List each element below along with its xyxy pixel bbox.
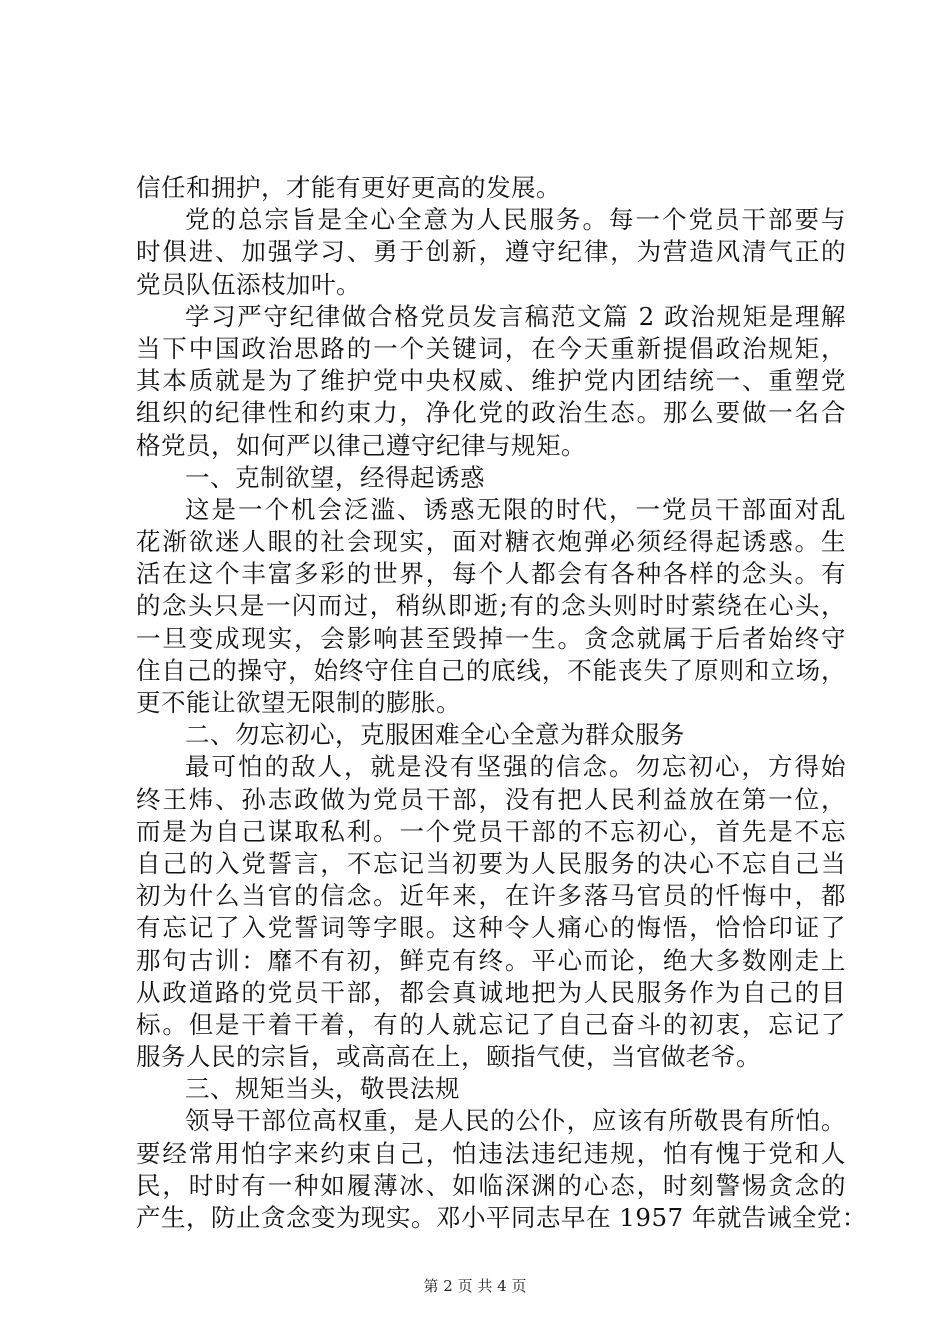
text-line: 党的总宗旨是全心全意为人民服务。每一个党员干部要与	[185, 205, 846, 235]
text-line: 活在这个丰富多彩的世界，每个人都会有各种各样的念头。有	[136, 559, 846, 589]
text-line: 要经常用怕字来约束自己，怕违法违纪违规，怕有愧于党和人	[136, 1138, 846, 1168]
text-line: 花渐欲迷人眼的社会现实，面对糖衣炮弹必须经得起诱惑。生	[136, 527, 846, 557]
text-line: 领导干部位高权重，是人民的公仆，应该有所敬畏有所怕。	[185, 1106, 846, 1136]
text-line: 党员队伍添枝加叶。	[136, 269, 361, 299]
text-line: 当下中国政治思路的一个关键词，在今天重新提倡政治规矩，	[136, 333, 846, 363]
text-line: 标。但是干着干着，有的人就忘记了自己奋斗的初衷，忘记了	[136, 1009, 846, 1039]
text-line: 三、规矩当头，敬畏法规	[185, 1074, 460, 1104]
text-line: 从政道路的党员干部，都会真诚地把为人民服务作为自己的目	[136, 977, 846, 1007]
text-line: 更不能让欲望无限制的膨胀。	[136, 688, 461, 717]
text-line: 信任和拥护，才能有更好更高的发展。	[136, 173, 561, 202]
text-line: 民，时时有一种如履薄冰、如临深渊的心态，时刻警惕贪念的	[136, 1170, 846, 1200]
text-line: 初为什么当官的信念。近年来，在许多落马官员的忏悔中，都	[136, 881, 846, 911]
text-line: 格党员，如何严以律己遵守纪律与规矩。	[136, 430, 586, 460]
text-line: 时俱进、加强学习、勇于创新，遵守纪律，为营造风清气正的	[136, 237, 846, 267]
text-line: 最可怕的敌人，就是没有坚强的信念。勿忘初心，方得始	[185, 752, 846, 782]
text-line: 服务人民的宗旨，或高高在上，颐指气使，当官做老爷。	[136, 1042, 761, 1072]
text-line: 学习严守纪律做合格党员发言稿范文篇 2 政治规矩是理解	[185, 301, 846, 331]
text-line: 二、勿忘初心，克服困难全心全意为群众服务	[185, 720, 685, 750]
text-line: 一、克制欲望，经得起诱惑	[185, 462, 485, 492]
text-line: 那句古训：靡不有初，鲜克有终。平心而论，绝大多数刚走上	[136, 945, 846, 975]
text-line: 其本质就是为了维护党中央权威、维护党内团结统一、重塑党	[136, 366, 846, 396]
text-line: 组织的纪律性和约束力，净化党的政治生态。那么要做一名合	[136, 398, 846, 428]
page-footer: 第 2 页 共 4 页	[423, 1277, 527, 1295]
document-body	[136, 172, 867, 1234]
text-line: 而是为自己谋取私利。一个党员干部的不忘初心，首先是不忘	[136, 816, 846, 846]
text-line: 这是一个机会泛滥、诱惑无限的时代，一党员干部面对乱	[185, 494, 846, 524]
text-line: 终王炜、孙志政做为党员干部，没有把人民利益放在第一位，	[136, 784, 846, 814]
text-line: 有忘记了入党誓词等字眼。这种令人痛心的悔悟，恰恰印证了	[136, 913, 846, 943]
text-line: 产生，防止贪念变为现实。邓小平同志早在 1957 年就告诫全党：	[136, 1203, 867, 1232]
text-line: 一旦变成现实，会影响甚至毁掉一生。贪念就属于后者始终守	[136, 623, 846, 653]
text-line: 的念头只是一闪而过，稍纵即逝;有的念头则时时萦绕在心头，	[136, 591, 846, 621]
text-line: 住自己的操守，始终守住自己的底线，不能丧失了原则和立场，	[136, 655, 846, 685]
text-line: 自己的入党誓言，不忘记当初要为人民服务的决心不忘自己当	[136, 848, 846, 878]
